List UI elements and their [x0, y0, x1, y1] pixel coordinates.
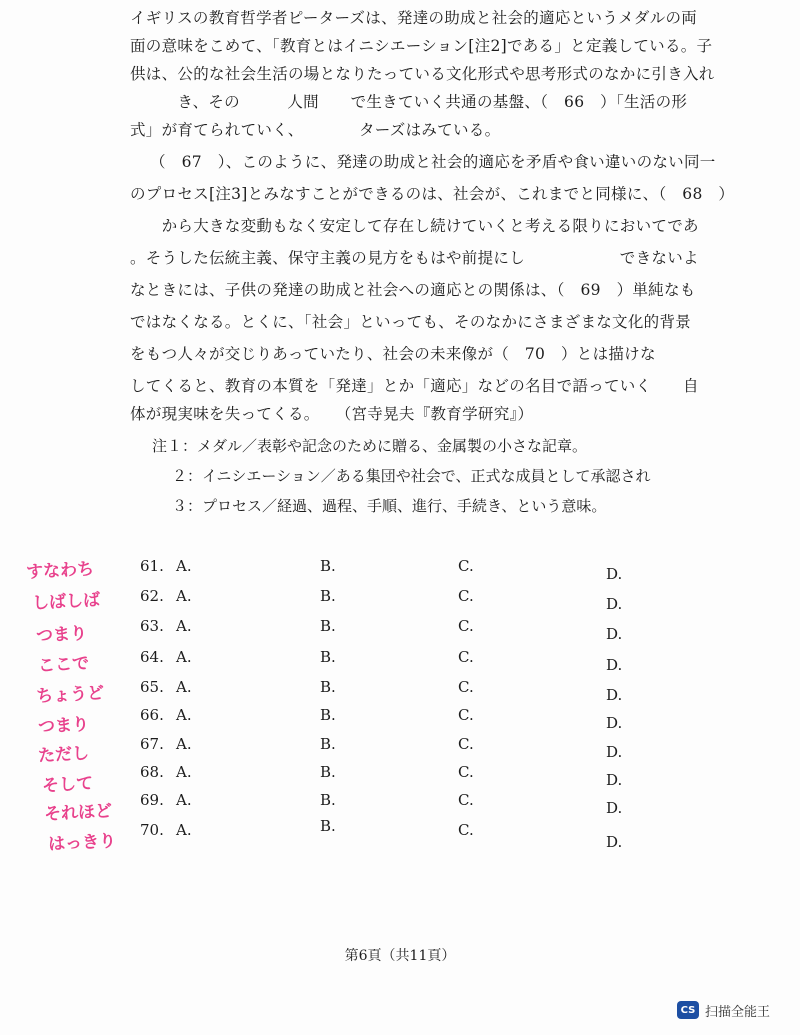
- question-row: [140, 817, 700, 851]
- passage-line: なときには、子供の発達の助成と社会への適応との関係は、（ 69 ）単純なも: [130, 281, 696, 299]
- question-number: 65.: [140, 678, 164, 696]
- passage-line: から大きな変動もなく安定して存在し続けていくと考える限りにおいてであ: [130, 217, 699, 235]
- question-row: [140, 678, 700, 704]
- question-row: [140, 791, 700, 817]
- option-a[interactable]: A.: [176, 821, 192, 839]
- question-number: 61.: [140, 557, 164, 575]
- option-a[interactable]: A.: [176, 791, 192, 809]
- option-c[interactable]: C.: [458, 791, 474, 809]
- handwritten-answer: そして: [41, 773, 94, 797]
- question-number: 66.: [140, 706, 164, 724]
- passage-line: 。そうした伝統主義、保守主義の見方をもはや前提にし できないよ: [130, 249, 699, 267]
- question-row: [140, 706, 700, 732]
- option-a[interactable]: A.: [176, 763, 192, 781]
- question-row: [140, 557, 700, 583]
- option-c[interactable]: C.: [458, 821, 474, 839]
- question-number: 63.: [140, 617, 164, 635]
- option-a[interactable]: A.: [176, 557, 192, 575]
- option-b[interactable]: B.: [320, 791, 336, 809]
- question-number: 68.: [140, 763, 164, 781]
- option-b[interactable]: B.: [320, 763, 336, 781]
- question-row: [140, 587, 700, 613]
- option-b[interactable]: B.: [320, 648, 336, 666]
- passage-line: 体が現実味を失ってくる。 （宮寺晃夫『教育学研究』）: [130, 405, 534, 423]
- option-b[interactable]: B.: [320, 735, 336, 753]
- option-c[interactable]: C.: [458, 678, 474, 696]
- passage-line: ではなくなる。とくに、「社会」といっても、そのなかにさまざまな文化的背景: [130, 313, 692, 331]
- option-a[interactable]: A.: [176, 706, 192, 724]
- handwritten-answer: はっきり: [47, 831, 117, 855]
- passage-line: してくると、教育の本質を「発達」とか「適応」などの名目で語っていく 自: [130, 377, 699, 395]
- passage-line: （ 67 ）、このように、発達の助成と社会的適応を矛盾や食い違いのない同一: [150, 153, 716, 171]
- option-a[interactable]: A.: [176, 617, 192, 635]
- handwritten-answer: つまり: [37, 714, 90, 738]
- camscanner-logo-icon: CS: [677, 1001, 699, 1019]
- passage-line: き、その 人間 で生きていく共通の基盤、（ 66 ）「生活の形: [130, 93, 688, 111]
- footnote: ２：イニシエーション／ある集団や社会で、正式な成員として承認され: [172, 467, 651, 485]
- option-a[interactable]: A.: [176, 587, 192, 605]
- option-d[interactable]: D.: [606, 833, 623, 851]
- handwritten-answer: ただし: [37, 743, 90, 767]
- watermark-text: 扫描全能王: [704, 1004, 770, 1020]
- handwritten-answer: ここで: [37, 653, 90, 677]
- option-d[interactable]: D.: [606, 686, 623, 704]
- option-d[interactable]: D.: [606, 714, 623, 732]
- option-c[interactable]: C.: [458, 617, 474, 635]
- question-row: [140, 735, 700, 761]
- option-a[interactable]: A.: [176, 648, 192, 666]
- passage-line: 供は、公的な社会生活の場となりたっている文化形式や思考形式のなかに引き入れ: [130, 65, 715, 83]
- option-d[interactable]: D.: [606, 771, 623, 789]
- handwritten-answer: つまり: [35, 623, 88, 647]
- option-b[interactable]: B.: [320, 817, 336, 835]
- scanner-watermark: [677, 999, 770, 1021]
- option-c[interactable]: C.: [458, 587, 474, 605]
- option-c[interactable]: C.: [458, 557, 474, 575]
- question-number: 67.: [140, 735, 164, 753]
- option-b[interactable]: B.: [320, 587, 336, 605]
- option-d[interactable]: D.: [606, 565, 623, 583]
- question-number: 69.: [140, 791, 164, 809]
- option-d[interactable]: D.: [606, 799, 623, 817]
- option-b[interactable]: B.: [320, 557, 336, 575]
- option-d[interactable]: D.: [606, 625, 623, 643]
- option-a[interactable]: A.: [176, 678, 192, 696]
- option-c[interactable]: C.: [458, 735, 474, 753]
- handwritten-answer: ちょうど: [35, 683, 105, 707]
- question-number: 62.: [140, 587, 164, 605]
- handwritten-answer: それほど: [43, 801, 113, 825]
- question-row: [140, 648, 700, 674]
- question-row: [140, 617, 700, 643]
- passage-line: 式」が育てられていく、 ターズはみている。: [130, 121, 501, 139]
- passage-line: 面の意味をこめて、「教育とはイニシエーション[注2]である」と定義している。子: [130, 37, 713, 55]
- option-b[interactable]: B.: [320, 617, 336, 635]
- option-b[interactable]: B.: [320, 678, 336, 696]
- footnote: 注１：メダル／表彰や記念のために贈る、金属製の小さな記章。: [152, 437, 588, 455]
- option-c[interactable]: C.: [458, 648, 474, 666]
- option-a[interactable]: A.: [176, 735, 192, 753]
- option-d[interactable]: D.: [606, 595, 623, 613]
- option-c[interactable]: C.: [458, 706, 474, 724]
- passage-line: をもつ人々が交じりあっていたり、社会の未来像が（ 70 ）とは描けな: [130, 345, 656, 363]
- question-number: 70.: [140, 821, 164, 839]
- option-b[interactable]: B.: [320, 706, 336, 724]
- handwritten-answer: しばしば: [31, 590, 101, 614]
- question-number: 64.: [140, 648, 164, 666]
- option-d[interactable]: D.: [606, 656, 623, 674]
- passage-line: イギリスの教育哲学者ピーターズは、発達の助成と社会的適応というメダルの両: [130, 9, 698, 27]
- passage-line: のプロセス[注3]とみなすことができるのは、社会が、これまでと同様に、（ 68 ）: [130, 185, 735, 203]
- page-number: 第6頁（共11頁）: [344, 948, 456, 964]
- handwritten-answer: すなわち: [25, 559, 95, 583]
- footnote: ３：プロセス／経過、過程、手順、進行、手続き、という意味。: [172, 497, 607, 515]
- option-c[interactable]: C.: [458, 763, 474, 781]
- option-d[interactable]: D.: [606, 743, 623, 761]
- question-row: [140, 763, 700, 789]
